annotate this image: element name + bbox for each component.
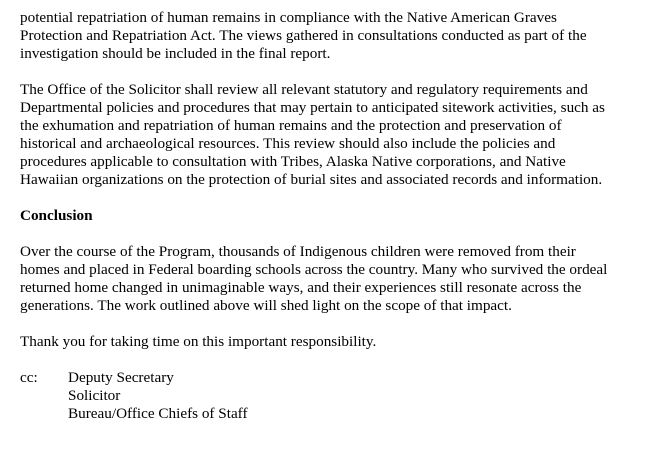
paragraph-repatriation-consultation [20, 9, 660, 63]
document-page [20, 9, 660, 423]
text-line: generations. The work outlined above will shed light on the scope of that impact. [20, 297, 512, 314]
text-line: procedures applicable to consultation with Tribes, Alaska Native corporations, and Native [20, 153, 566, 170]
cc-label: cc: [20, 369, 38, 386]
cc-recipient: Solicitor [68, 387, 121, 404]
paragraph-spacer [20, 63, 660, 81]
paragraph-solicitor-review [20, 81, 660, 189]
text-line: returned home changed in unimaginable ways, and their experiences still resonate across the [20, 279, 582, 296]
paragraph-spacer [20, 189, 660, 207]
cc-recipient: Deputy Secretary [68, 369, 174, 386]
cc-recipient: Bureau/Office Chiefs of Staff [68, 405, 248, 422]
paragraph-conclusion [20, 243, 660, 315]
text-line: Over the course of the Program, thousands of Indigenous children were removed from their [20, 243, 576, 260]
text-line: homes and placed in Federal boarding schools across the country. Many who survived the ordeal [20, 261, 608, 278]
text-line: potential repatriation of human remains in compliance with the Native American Graves [20, 9, 557, 26]
cc-block [20, 369, 660, 423]
text-line: the exhumation and repatriation of human remains and the protection and preservation of [20, 117, 562, 134]
text-line: Protection and Repatriation Act. The views gathered in consultations conducted as part of the [20, 27, 587, 44]
closing-line: Thank you for taking time on this important responsibility. [20, 333, 377, 350]
text-line: The Office of the Solicitor shall review all relevant statutory and regulatory requirements and [20, 81, 588, 98]
text-line: Departmental policies and procedures that may pertain to anticipated sitework activities, such as [20, 99, 605, 116]
cc-recipient-list [68, 369, 248, 423]
text-line: investigation should be included in the final report. [20, 45, 331, 62]
paragraph-spacer [20, 315, 660, 333]
conclusion-heading: Conclusion [20, 207, 93, 224]
text-line: Hawaiian organizations on the protection of burial sites and associated records and information. [20, 171, 603, 188]
paragraph-spacer [20, 351, 660, 369]
text-line: historical and archaeological resources. This review should also include the policies and [20, 135, 556, 152]
paragraph-spacer [20, 225, 660, 243]
